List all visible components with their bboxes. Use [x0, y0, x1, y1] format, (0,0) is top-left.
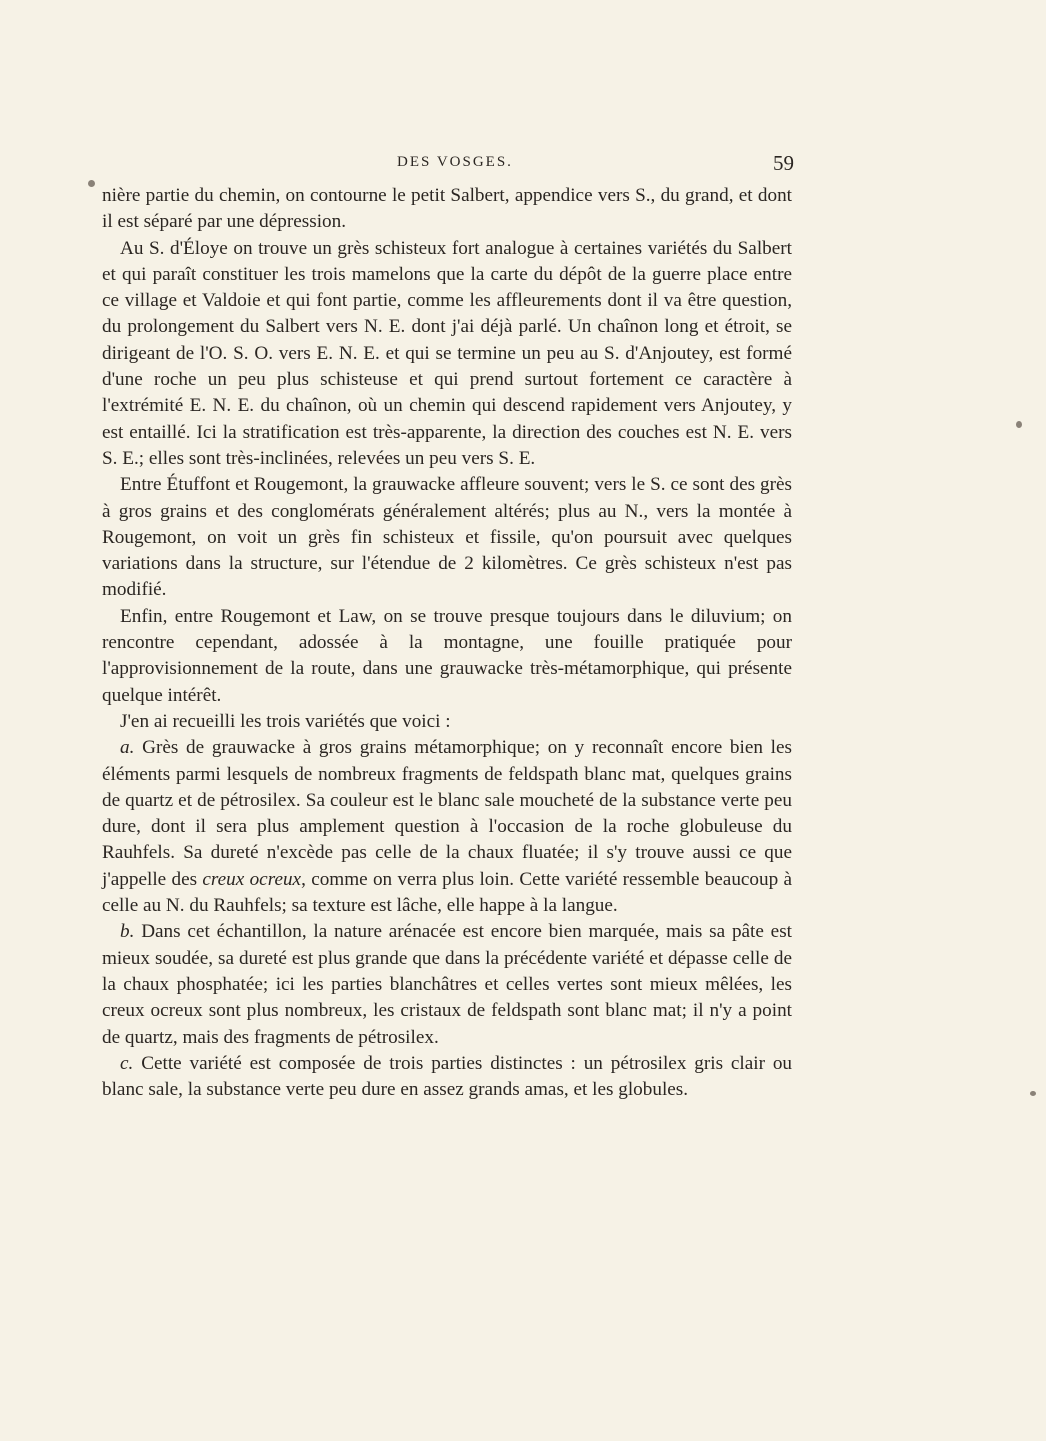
page-header [102, 152, 792, 176]
running-head: DES VOSGES. [397, 154, 513, 170]
paragraph-5: J'en ai recueilli les trois variétés que voici : [120, 710, 451, 732]
paper-speck [88, 180, 95, 187]
page-number: 59 [773, 151, 794, 175]
paragraph-variety-a: a. Grès de grauwacke à gros grains métamorphique; on y reconnaît encore bien les éléments parmi lesquels de nombreux fragments de feldspath blanc mat, quelques grains de quartz et de pétrosilex. Sa couleur est le blanc sale moucheté de la substance verte peu dure, dont il sera plus amplement question à l'occasion de la roche globuleuse du Rauhfels. Sa dureté n'excède pas celle de la chaux fluatée; il s'y trouve aussi ce que j'appelle des creux ocreux, comme on verra plus loin. Cette variété ressemble beaucoup à celle au N. du Rauhfels; sa texture est lâche, elle happe à la langue. [102, 737, 793, 917]
paper-speck [1030, 1091, 1036, 1096]
paragraph-3: Entre Étuffont et Rougemont, la grauwacke affleure souvent; vers le S. ce sont des grès à gros grains et des conglomérats généralement altérés; plus au N., vers la montée à Rougemont, on voit un grès fin schisteux et fissile, qu'on poursuit avec quelques variations dans la structure, sur l'étendue de 2 kilomètres. Ce grès schisteux n'est pas modifié. [102, 474, 792, 601]
emphasis-creux-ocreux: creux ocreux [202, 868, 302, 890]
paper-speck [1016, 421, 1022, 428]
paragraph-2: Au S. d'Éloye on trouve un grès schisteux fort analogue à certaines variétés du Salbert et qui paraît constituer les trois mamelons que la carte du dépôt de la guerre place entre ce village et Valdoie et qui font partie, comme les affleurements dont il va être question, du prolongement du Salbert vers N. E. dont j'ai déjà parlé. Un chaînon long et étroit, se dirigeant de l'O. S. O. vers E. N. E. et qui se termine un peu au S. d'Anjoutey, est formé d'une roche un peu plus schisteuse et qui prend surtout fortement ce caractère à l'extrémité E. N. E. du chaînon, où un chemin qui descend rapidement vers Anjoutey, y est entaillé. Ici la stratification est très-apparente, la direction des couches est N. E. vers S. E.; elles sont très-inclinées, relevées un peu vers S. E. [102, 237, 792, 469]
body-text [102, 183, 792, 1103]
paragraph-variety-c: c. Cette variété est composée de trois parties distinctes : un pétrosilex gris clair ou blanc sale, la substance verte peu dure en assez grands amas, et les globules. [102, 1052, 793, 1101]
list-label-c: c. [120, 1052, 134, 1074]
paragraph-1: nière partie du chemin, on contourne le petit Salbert, appendice vers S., du grand, et dont il est séparé par une dépression. [102, 185, 792, 233]
list-label-a: a. [120, 737, 135, 759]
list-label-b: b. [120, 921, 135, 943]
paragraph-variety-b: b. Dans cet échantillon, la nature arénacée est encore bien marquée, mais sa pâte est mieux soudée, sa dureté est plus grande que dans la précédente variété et dépasse celle de la chaux phosphatée; ici les parties blanchâtres et celles vertes sont mieux mêlées, les creux ocreux sont plus nombreux, les cristaux de feldspath sont blanc mat; il n'y a point de quartz, mais des fragments de pétrosilex. [102, 921, 793, 1048]
paragraph-4: Enfin, entre Rougemont et Law, on se trouve presque toujours dans le diluvium; on rencontre cependant, adossée à la montagne, une fouille pratiquée pour l'approvisionnement de la route, dans une grauwacke très-métamorphique, qui présente quelque intérêt. [102, 605, 792, 706]
